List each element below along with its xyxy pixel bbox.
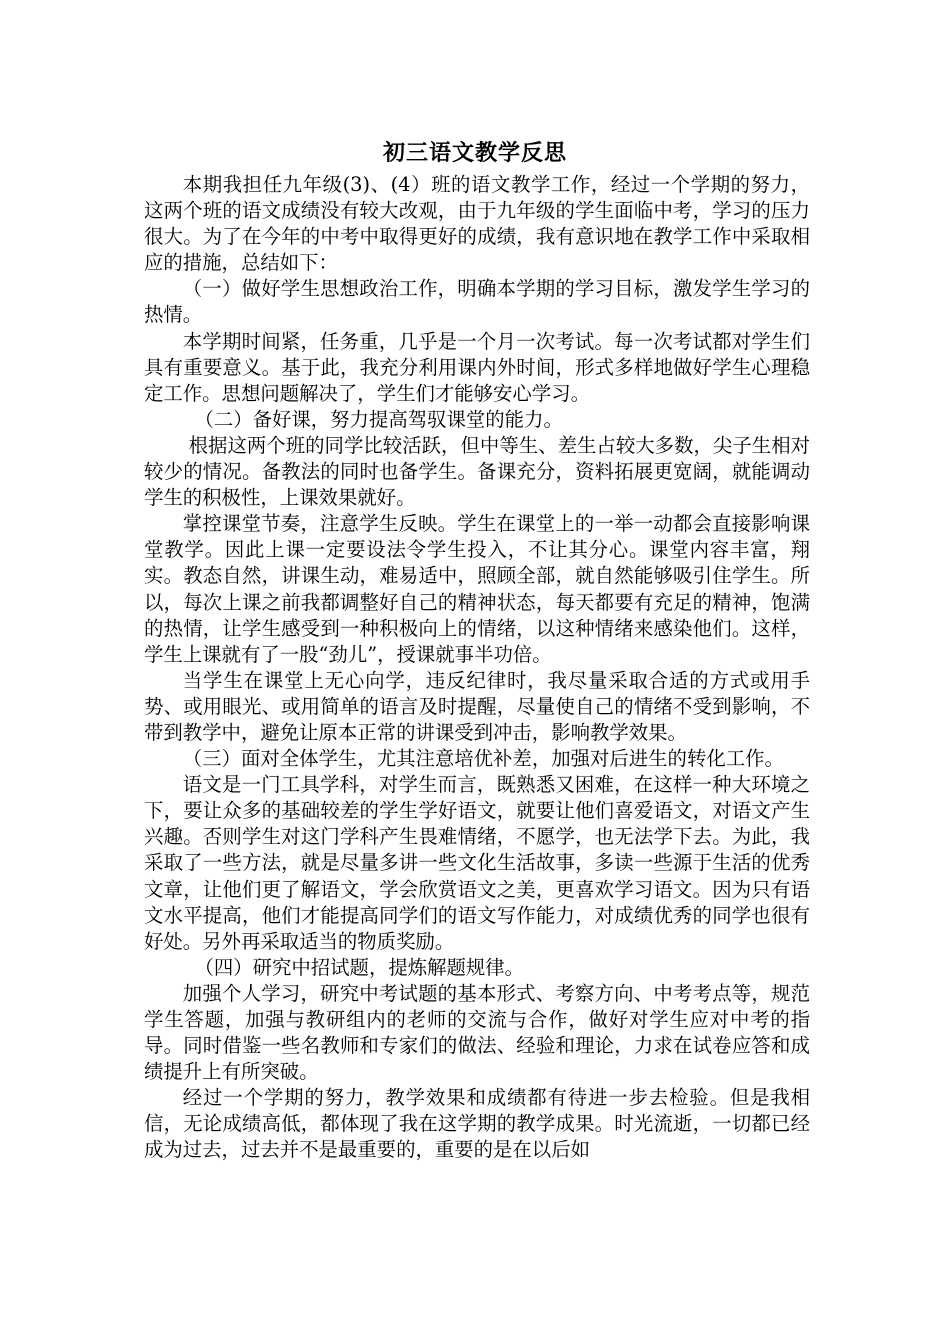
paragraph-conclusion: 经过一个学期的努力，教学效果和成绩都有待进一步去检验。但是我相信，无论成绩高低，都体现了我在这学期的教学成果。时光流逝，一切都已经成为过去，过去并不是最重要的，重要的是在以后如 (144, 1086, 810, 1162)
document-body (144, 172, 810, 1164)
section-heading-4: （四）研究中招试题，提炼解题规律。 (194, 955, 525, 979)
document-title: 初三语文教学反思 (382, 140, 567, 166)
section-heading-2: （二）备好课，努力提高驾驭课堂的能力。 (194, 407, 563, 431)
paragraph: 当学生在课堂上无心向学，违反纪律时，我尽量采取合适的方式或用手势、或用眼光、或用简单的语言及时提醒，尽量使自己的情绪不受到影响，不带到教学中，避免让原本正常的讲课受到冲击，影响教学效果。 (144, 668, 810, 744)
section-heading-1: （一）做好学生思想政治工作，明确本学期的学习目标，激发学生学习的热情。 (144, 277, 810, 327)
paragraph: 加强个人学习，研究中考试题的基本形式、考察方向、中考考点等，规范学生答题，加强与教研组内的老师的交流与合作，做好对学生应对中考的指导。同时借鉴一些名教师和专家们的做法、经验和理论，力求在试卷应答和成绩提升上有所突破。 (144, 981, 810, 1084)
paragraph: 根据这两个班的同学比较活跃，但中等生、差生占较大多数，尖子生相对较少的情况。备教法的同时也备学生。备课充分，资料拓展更宽阔，就能调动学生的积极性，上课效果就好。 (144, 433, 810, 510)
paragraph: 本学期时间紧，任务重，几乎是一个月一次考试。每一次考试都对学生们具有重要意义。基于此，我充分利用课内外时间，形式多样地做好学生心理稳定工作。思想问题解决了，学生们才能够安心学习。 (144, 329, 810, 405)
paragraph: 语文是一门工具学科，对学生而言，既熟悉又困难，在这样一种大环境之下，要让众多的基础较差的学生学好语文，就要让他们喜爱语文，对语文产生兴趣。否则学生对这门学科产生畏难情绪，不愿学，也无法学下去。为此，我采取了一些方法，就是尽量多讲一些文化生活故事，多读一些源于生活的优秀文章，让他们更了解语文，学会欣赏语文之美，更喜欢学习语文。因为只有语文水平提高，他们才能提高同学们的语文写作能力，对成绩优秀的同学也很有好处。另外再采取适当的物质奖励。 (144, 773, 810, 953)
paragraph: 掌控课堂节奏，注意学生反映。学生在课堂上的一举一动都会直接影响课堂教学。因此上课一定要设法令学生投入，不让其分心。课堂内容丰富，翔实。教态自然，讲课生动，难易适中，照顾全部，就自然能够吸引住学生。所以，每次上课之前我都调整好自己的精神状态，每天都要有充足的精神，饱满的热情，让学生感受到一种积极向上的情绪，以这种情绪来感染他们。这样，学生上课就有了一股“劲儿”，授课就事半功倍。 (144, 512, 810, 666)
paragraph-intro: 本期我担任九年级(3)、(4）班的语文教学工作，经过一个学期的努力，这两个班的语文成绩没有较大改观，由于九年级的学生面临中考，学习的压力很大。为了在今年的中考中取得更好的成绩，我有意识地在教学工作中采取相应的措施，总结如下： (144, 173, 810, 275)
section-heading-3: （三）面对全体学生，尤其注意培优补差，加强对后进生的转化工作。 (182, 747, 784, 771)
